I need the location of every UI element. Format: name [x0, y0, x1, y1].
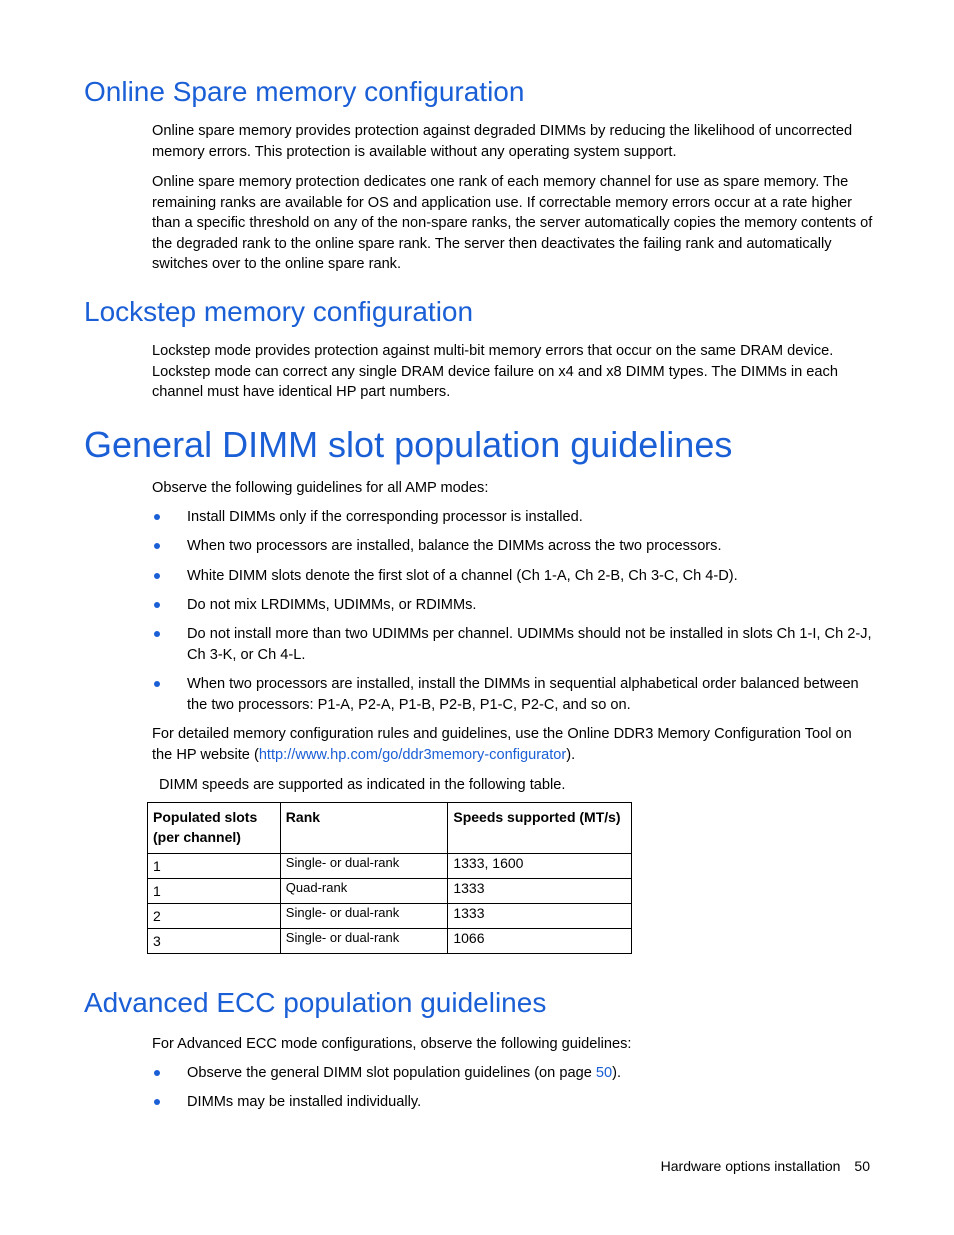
cell-slots: 1 — [148, 854, 281, 879]
bullet-icon — [154, 573, 160, 579]
table-row — [148, 879, 632, 904]
table-row — [148, 929, 632, 954]
table-header-row — [148, 803, 632, 854]
cell-speeds: 1066 — [448, 929, 632, 954]
bullet-icon — [154, 681, 160, 687]
list-item-text: When two processors are installed, balance the DIMMs across the two processors. — [187, 538, 722, 554]
table-intro: DIMM speeds are supported as indicated in the following table. — [159, 777, 566, 793]
bullet-icon — [154, 1099, 160, 1105]
detail-text-after: ). — [566, 746, 576, 763]
online-spare-paragraph-1: Online spare memory provides protection against degraded DIMMs by reducing the likelihood of uncorrected memory errors. This protection is available without any operating system support. — [152, 123, 853, 160]
dimm-speeds-table — [147, 802, 632, 954]
cell-slots: 3 — [148, 929, 281, 954]
cell-rank: Single- or dual-rank — [280, 929, 448, 954]
list-item — [152, 1063, 874, 1084]
detail-paragraph — [152, 724, 874, 765]
cell-speeds: 1333 — [448, 879, 632, 904]
section-heading-general-dimm: General DIMM slot population guidelines — [84, 424, 733, 465]
cell-rank: Single- or dual-rank — [280, 854, 448, 879]
bullet-icon — [154, 543, 160, 549]
column-header-speeds: Speeds supported (MT/s) — [448, 803, 632, 854]
page-reference-link[interactable]: 50 — [595, 1065, 613, 1081]
list-item — [152, 566, 874, 587]
section-heading-online-spare: Online Spare memory configuration — [84, 76, 525, 107]
list-item-text: White DIMM slots denote the first slot of a channel (Ch 1-A, Ch 2-B, Ch 3-C, Ch 4-D). — [187, 568, 738, 584]
list-item-text: Install DIMMs only if the corresponding processor is installed. — [187, 509, 583, 525]
column-header-populated-slots: Populated slots (per channel) — [148, 803, 281, 854]
online-spare-paragraph-2: Online spare memory protection dedicates one rank of each memory channel for use as spare memory. The remaining ranks are available for OS and application use. If correctable memory errors occur at a rate higher than a specific threshold on any of the non-spare ranks, the server automatically copies the memory contents of the degraded rank to the online spare rank. The server then deactivates the failing rank and automatically switches over to the online spare rank. — [152, 174, 873, 273]
cell-rank: Single- or dual-rank — [280, 904, 448, 929]
table-row — [148, 854, 632, 879]
list-item — [152, 624, 874, 665]
list-item-text: DIMMs may be installed individually. — [187, 1094, 422, 1110]
bullet-text-after: ). — [612, 1065, 622, 1081]
page-footer — [661, 1158, 870, 1174]
advanced-ecc-intro: For Advanced ECC mode configurations, observe the following guidelines: — [152, 1036, 632, 1052]
column-header-rank: Rank — [280, 803, 448, 854]
bullet-icon — [154, 631, 160, 637]
bullet-icon — [154, 602, 160, 608]
table-row — [148, 904, 632, 929]
list-item-text: When two processors are installed, install the DIMMs in sequential alphabetical order balanced between the two processors: P1-A, P2-A, P1-B, P2-B, P1-C, P2-C, and so on. — [187, 676, 859, 713]
bullet-text-before: Observe the general DIMM slot population guidelines (on page — [187, 1065, 596, 1081]
general-intro: Observe the following guidelines for all AMP modes: — [152, 480, 489, 496]
footer-chapter-title: Hardware options installation — [660, 1158, 841, 1174]
cell-slots: 1 — [148, 879, 281, 904]
list-item — [152, 595, 874, 616]
detail-text-before: For detailed memory configuration rules and guidelines, use the Online DDR3 Memory Configuration Tool on the HP website ( — [152, 726, 852, 763]
list-item — [152, 507, 874, 528]
footer-page-number: 50 — [854, 1158, 870, 1174]
cell-slots: 2 — [148, 904, 281, 929]
cell-rank: Quad-rank — [280, 879, 448, 904]
list-item-text — [187, 1063, 874, 1084]
section-heading-lockstep: Lockstep memory configuration — [84, 296, 474, 327]
bullet-icon — [154, 514, 160, 520]
list-item-text: Do not install more than two UDIMMs per channel. UDIMMs should not be installed in slots Ch 1-I, Ch 2-J, Ch 3-K, or Ch 4-L. — [187, 626, 872, 663]
list-item — [152, 1092, 874, 1113]
cell-speeds: 1333 — [448, 904, 632, 929]
section-heading-advanced-ecc: Advanced ECC population guidelines — [84, 987, 547, 1018]
list-item — [152, 674, 874, 715]
ddr3-configurator-link[interactable]: http://www.hp.com/go/ddr3memory-configurator — [258, 746, 567, 763]
lockstep-paragraph: Lockstep mode provides protection against multi-bit memory errors that occur on the same DRAM device. Lockstep mode can correct any single DRAM device failure on x4 and x8 DIMM types. The DIMMs in each channel must have identical HP part numbers. — [152, 343, 838, 401]
bullet-icon — [154, 1070, 160, 1076]
cell-speeds: 1333, 1600 — [448, 854, 632, 879]
list-item — [152, 536, 874, 557]
list-item-text: Do not mix LRDIMMs, UDIMMs, or RDIMMs. — [187, 597, 477, 613]
